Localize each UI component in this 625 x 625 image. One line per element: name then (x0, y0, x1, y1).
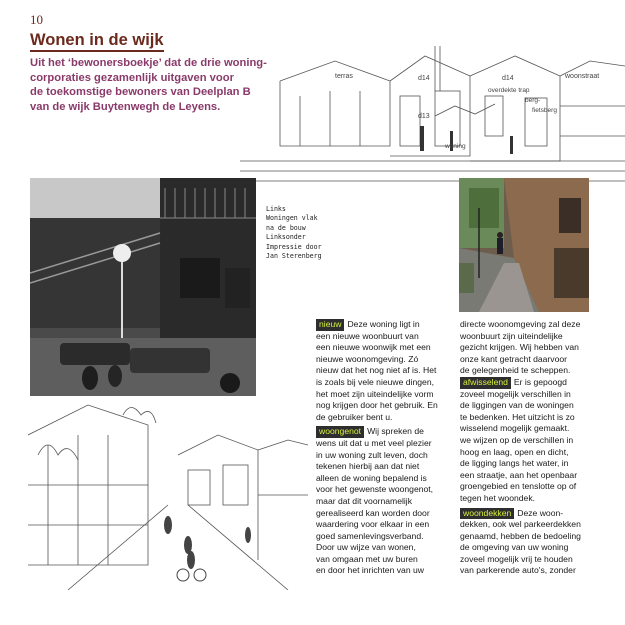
sketch-label-terras: terras (335, 73, 353, 80)
text-line: waardering voor elkaar in een (316, 519, 430, 530)
sketch-label-d13: d13 (418, 113, 430, 120)
section-tag: woondekken (460, 508, 514, 520)
text-line: nog krijgen door het gebruik. En (316, 400, 438, 411)
caption-line: Impressie door (266, 242, 322, 251)
text-line: een nieuwe woonwijk met een (316, 342, 431, 353)
text-line: wisselend mogelijk gemaakt. (460, 423, 570, 434)
intro-line: Uit het ‘bewonersboekje’ dat de drie woning- (30, 57, 267, 69)
text-line: goed samenlevingsverband. (316, 530, 424, 541)
sketch-label-overdekte-trap: overdekte trap (488, 87, 530, 94)
text-line: is zoals bij vele nieuwe dingen, (316, 376, 434, 387)
page-title: Wonen in de wijk (30, 31, 164, 52)
sketch-label-bergingen: berg- (525, 97, 541, 104)
caption-line: na de bouw (266, 223, 306, 232)
text-line: tegen het woondek. (460, 492, 536, 503)
intro-line: van de wijk Buytenwegh de Leyens. (30, 100, 221, 113)
photo-alley (459, 178, 589, 312)
sketch-label-d14: d14 (502, 75, 514, 82)
text-line (316, 426, 454, 438)
sketch-label-fietsberg: fietsberg (532, 107, 557, 114)
photo-caption (266, 205, 336, 261)
text-line: de gebruiker bent u. (316, 411, 393, 422)
text-line: de omgeving van uw woning (460, 542, 569, 553)
text-line: nieuwe woonomgeving. Zó (316, 353, 419, 364)
section-tag: nieuw (316, 319, 344, 331)
intro-line: corporaties gezamenlijk uitgaven voor (30, 71, 234, 84)
text-line (316, 319, 454, 331)
intro-line: de toekomstige bewoners van Deelplan B (30, 86, 251, 98)
text-line: maar dat dit voornamelijk (316, 495, 413, 506)
text-line: het moet zijn uiteindelijke vorm (316, 388, 434, 399)
section-tag: woongenot (316, 426, 364, 438)
architectural-sketch (240, 36, 625, 188)
text-line: onze kant getracht daarvoor (460, 353, 568, 364)
text-line: een straatje, aan het openbaar (460, 469, 578, 480)
text-line: een nieuwe woonbuurt van (316, 330, 419, 341)
line-text: Wij spreken de (367, 426, 424, 437)
line-text: Deze woon- (517, 507, 564, 518)
text-line: gerealiseerd kan worden door (316, 507, 430, 518)
text-column-1 (316, 319, 454, 577)
text-line: woonbuurt zijn uiteindelijke (460, 330, 563, 341)
text-line: en door het inrichten van uw (316, 565, 424, 576)
section-tag: afwisselend (460, 377, 511, 389)
text-line (460, 377, 592, 389)
text-line: gezicht krijgen. Wij hebben van (460, 342, 579, 353)
sketch-label-woonstraat: woonstraat (565, 73, 600, 80)
text-line: de ligging langs het water, in (460, 458, 569, 469)
text-line: de gelegenheid te scheppen. (460, 365, 571, 376)
text-line: we wijzen op de verschillen in (460, 434, 574, 445)
text-line: dekken, ook wel parkeerdekken (460, 519, 581, 530)
line-text: Er is gepoogd (513, 376, 567, 387)
text-line: van parkerende auto's, zonder (460, 565, 576, 576)
text-line: hoog en laag, open en dicht, (460, 446, 569, 457)
text-line: nieuw dat het nog niet af is. Het (316, 365, 437, 376)
text-line: de liggingen van de woningen (460, 400, 574, 411)
caption-line: Jan Sterenberg (266, 252, 322, 261)
text-line: tekenen hierbij aan dat niet (316, 461, 420, 472)
text-line: voor het gewenste woongenot, (316, 484, 434, 495)
text-line: in uw woning zult leven, doch (316, 449, 428, 460)
text-line: genaamd, hebben de bedoeling (460, 530, 581, 541)
photo-buildings (30, 178, 256, 396)
text-line: groengebied en tenslotte op of (460, 481, 577, 492)
text-line: alleen de woning bepalend is (316, 472, 427, 483)
text-line: Door uw wijze van wonen, (316, 542, 416, 553)
text-line: directe woonomgeving zal deze (460, 319, 581, 329)
caption-line: Woningen vlak (266, 214, 318, 223)
text-line: zoveel mogelijk vrij te houden (460, 553, 573, 564)
caption-line: Linksonder (266, 233, 306, 242)
sketch-label-woning: woning (445, 143, 466, 150)
text-column-2 (460, 319, 592, 577)
page-number: 10 (30, 12, 43, 27)
text-line: wens uit dat u met veel plezier (316, 437, 432, 448)
line-text: Deze woning ligt in (347, 319, 420, 329)
text-line (460, 508, 592, 520)
street-sketch (28, 395, 308, 590)
text-line: te bedenken. Het uitzicht is zo (460, 411, 575, 422)
sketch-label-d14: d14 (418, 75, 430, 82)
text-line: van omgaan met uw buren (316, 553, 418, 564)
caption-line: Links (266, 205, 286, 213)
text-line: zoveel mogelijk verschillen in (460, 388, 571, 399)
